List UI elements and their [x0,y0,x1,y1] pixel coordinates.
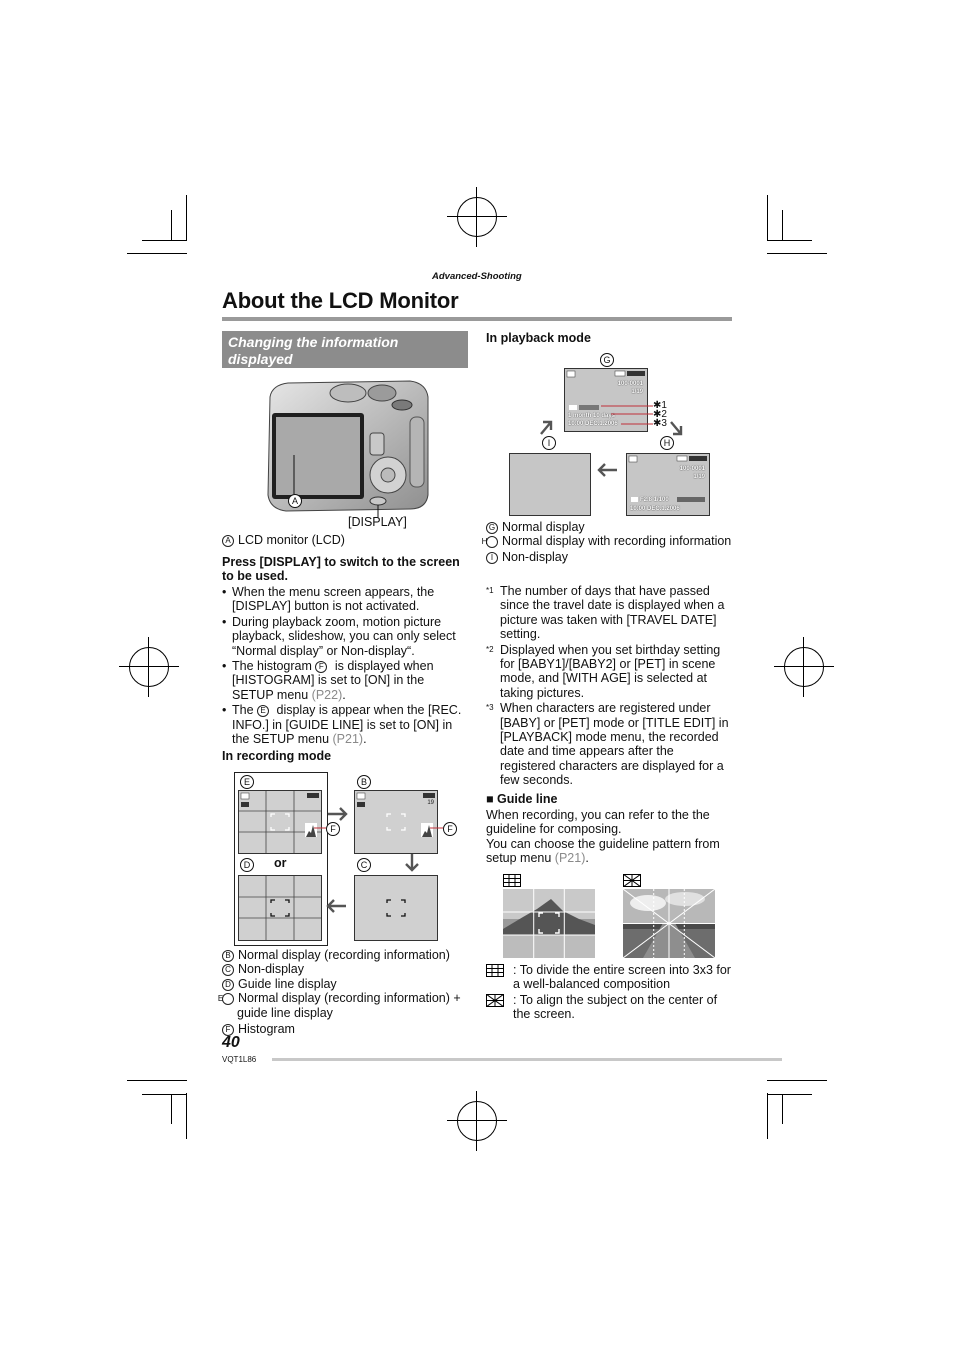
crop-mark [768,240,812,241]
crop-mark [782,210,783,240]
registration-mark [784,647,824,687]
page-number: 40 [222,1034,240,1051]
title-rule [222,317,732,321]
grid-diagonal-icon [623,874,641,887]
page-ref-link[interactable]: (P21) [554,851,586,866]
record-date: 10:00 DEC.1.2006 [568,421,618,427]
callout-h: H [660,436,674,450]
lcd-screen-h [626,453,710,516]
list-item: • During playback zoom, motion picture playback, slideshow, you can only select “Normal display” or Non-display“. [222,615,468,658]
recording-mode-diagram [222,768,472,948]
guide-item: : To divide the entire screen into 3x3 for a well-balanced composition [486,963,732,992]
footnote: *1 The number of days that have passed since the travel date is displayed when a picture was taken with [TRAVEL DATE] setting. [486,584,725,642]
crop-mark [767,1093,768,1139]
footnote-marker: ✱1 [653,400,667,411]
legend-item: B Normal display (recording information) [222,948,472,962]
list-item: • When the menu screen appears, the [DISPLAY] button is not activated. [222,585,468,614]
page-title: About the LCD Monitor [222,288,459,313]
crop-mark [767,195,768,241]
record-date: 10:00 DEC.1.2006 [630,506,680,512]
mark-e: E [257,705,269,717]
mark-f: F [315,661,327,673]
crop-mark [171,210,172,240]
crop-mark [768,1094,812,1095]
callout-b: B [357,775,371,789]
crop-mark [767,1080,827,1081]
crop-mark [171,1094,172,1124]
crop-mark [127,253,187,254]
subsection-banner: Changing the information displayed [222,331,468,368]
guide-line-text-2: You can choose the guideline pattern from setup menu (P21). [486,837,720,866]
travel-days: 1 month 10 days [568,413,616,419]
legend-item: E Normal display (recording information) + guide line display [217,991,461,1020]
footnote: *3 When characters are registered under [BABY] or [PET] mode or [TITLE EDIT] in [PLAYBACK] mode menu, the recorded date and time appears after the registered characters are displayed for a few seconds. [486,701,729,788]
callout-c: C [357,858,371,872]
exposure-info: F2.8 1/100 [640,497,669,503]
lcd-caption [222,533,345,547]
grid-3x3-icon [486,964,504,977]
shot-count: 19 [427,800,434,806]
guide-line-heading: ■ Guide line [486,792,558,806]
crop-mark [782,1094,783,1124]
callout-d: D [240,858,254,872]
list-item: • The E display is appear when the [REC. INFO.] in [GUIDE LINE] is set to [ON] in the SETUP menu (P21). [222,703,468,746]
crop-mark [186,1093,187,1139]
display-instruction: Press [DISPLAY] to switch to the screen to be used. [222,555,460,584]
or-label: or [274,856,287,870]
guide-photo-lake [503,889,595,958]
playback-legend [481,520,732,564]
footnotes [486,584,732,788]
lcd-caption-text: LCD monitor (LCD) [238,533,345,547]
playback-heading: In playback mode [486,331,591,345]
registration-mark [129,647,169,687]
document-code: VQT1L86 [222,1055,257,1064]
legend-item: C Non-display [222,962,472,976]
grid-3x3-icon [503,874,521,887]
footnote: *2 Displayed when you set birthday setting for [BABY1]/[BABY2] or [PET] in scene mode, and [WITH AGE] is selected at taking pictures. [486,642,721,700]
display-button-label: [DISPLAY] [348,515,407,529]
guide-line-text: When recording, you can refer to the the guideline for composing. [486,808,710,837]
callout-f: F [443,822,457,836]
page-ref-link[interactable]: (P21) [332,732,364,747]
page-ref-link[interactable]: (P22) [311,687,343,702]
file-number: 100-0001 [679,466,705,472]
recording-legend [217,948,472,1037]
legend-item: G Normal display [486,520,732,534]
guide-items [486,963,732,1022]
legend-item: H Normal display with recording information [481,534,732,549]
callout-a: A [288,494,302,508]
notes-list [222,585,468,747]
footnote-marker: ✱3 [653,418,667,429]
camera-illustration [260,377,432,517]
callout-f: F [326,822,340,836]
section-label: Advanced-Shooting [432,271,522,282]
registration-mark [457,1101,497,1141]
registration-mark [457,197,497,237]
crop-mark [142,240,186,241]
callout-i: I [542,436,556,450]
guide-photo-road [623,889,715,958]
legend-item: D Guide line display [222,977,472,991]
legend-item: I Non-display [486,550,732,564]
callout-g: G [600,353,614,367]
crop-mark [186,195,187,241]
callout-e: E [240,775,254,789]
lcd-screen-i [509,453,591,516]
footnote-marker: ✱2 [653,409,667,420]
crop-mark [142,1094,186,1095]
grid-diagonal-icon [486,994,504,1007]
recording-heading: In recording mode [222,749,332,763]
file-number: 100-0001 [617,381,643,387]
footer-rule [272,1058,782,1061]
guide-item: : To align the subject on the center of the screen. [486,993,732,1022]
list-item: • The histogram F is displayed when [HISTOGRAM] is set to [ON] in the SETUP menu (P22). [222,659,468,702]
playback-mode-diagram [505,348,730,518]
mark-a: A [222,535,234,547]
crop-mark [767,253,827,254]
picture-count: 1/19 [631,389,643,395]
legend-item: F Histogram [222,1022,472,1036]
crop-mark [127,1080,187,1081]
picture-count: 1/19 [693,474,705,480]
